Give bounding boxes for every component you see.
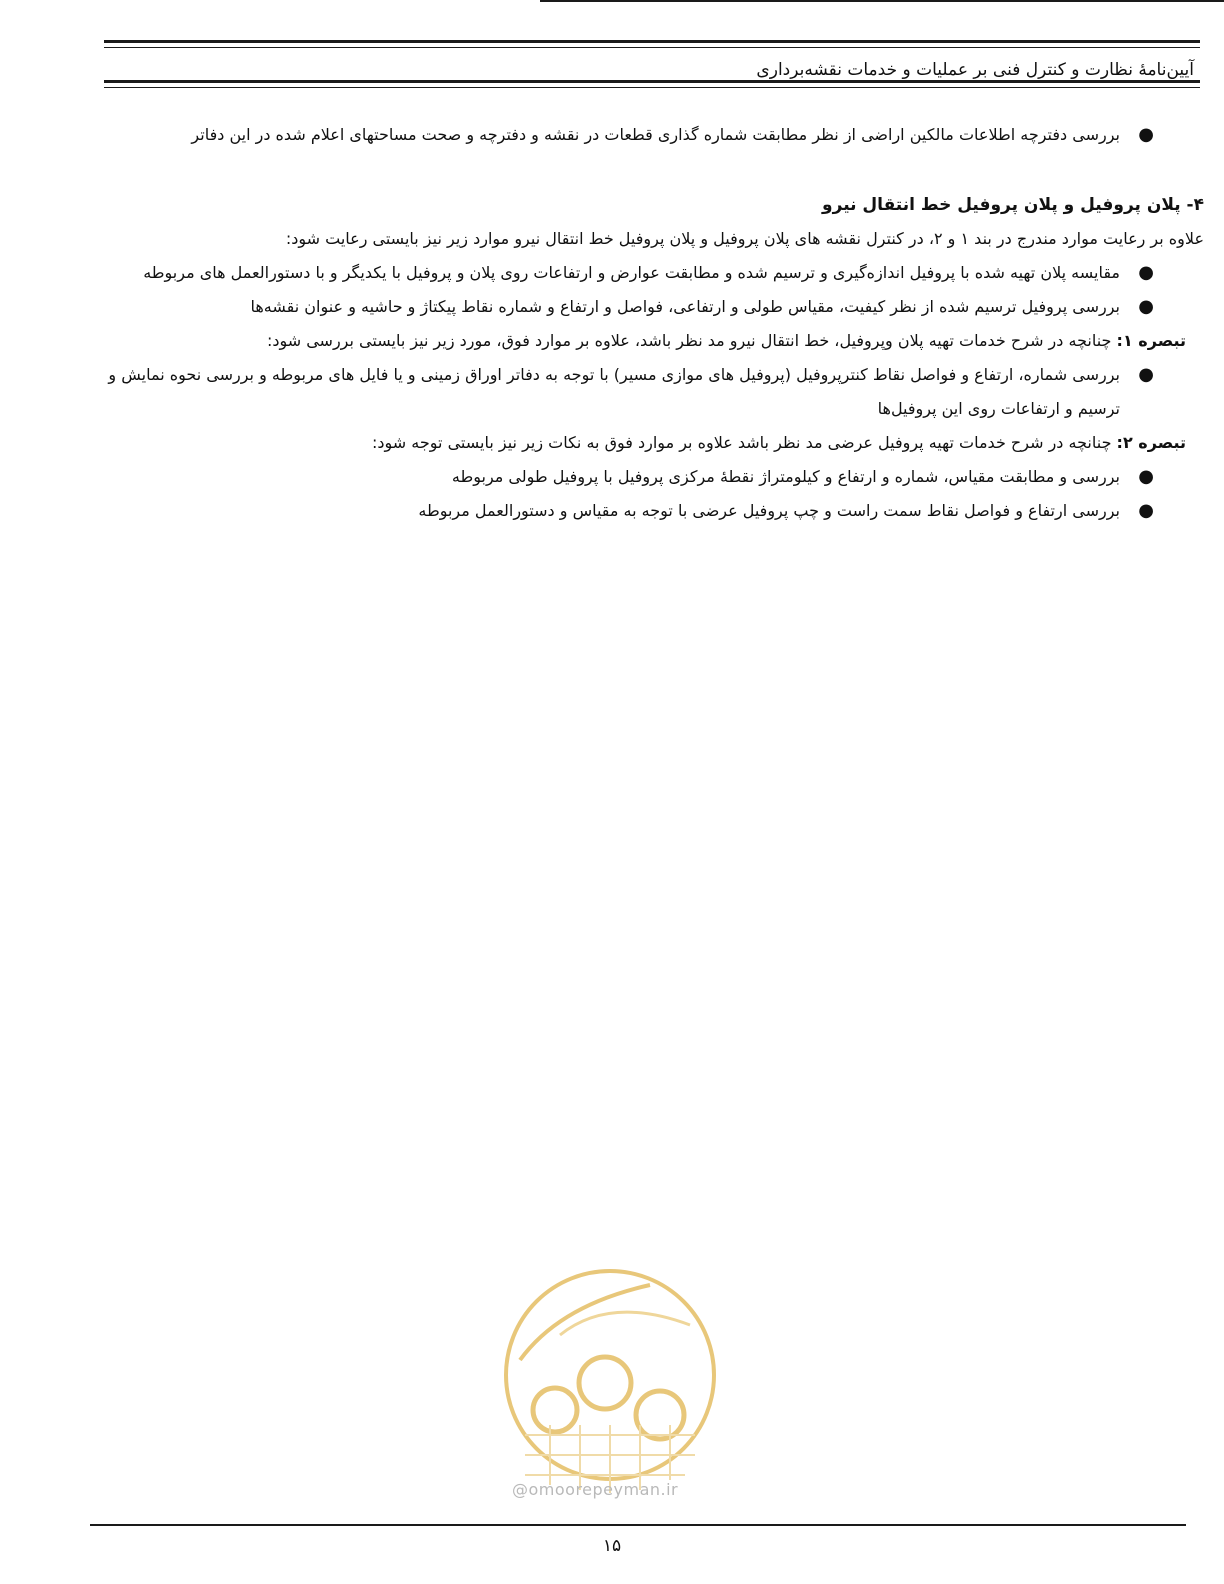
list-item (104, 256, 1154, 290)
list-item (104, 358, 1154, 426)
footer-rule (90, 1524, 1186, 1526)
list-item-text: بررسی شماره، ارتفاع و فواصل نقاط کنترپروفیل (پروفیل های موازی مسیر) با توجه به دفاتر اوراق زمینی و یا فایل های مربوطه و بررسی نحوه نمایش و ترسیم و ارتفاعات روی این پروفیل‌ها (108, 365, 1120, 418)
note-paragraph (104, 324, 1186, 358)
section-heading: ۴- پلان پروفیل و پلان پروفیل خط انتقال نیرو (822, 195, 1204, 215)
list-item (254, 460, 1154, 494)
running-header-title: آیین‌نامهٔ نظارت و کنترل فنی بر عملیات و خدمات نقشه‌برداری (756, 60, 1194, 80)
bullet-icon: ● (1138, 124, 1154, 145)
watermark-site-text: @omoorepeyman.ir (512, 1480, 679, 1499)
list-item-text: بررسی و مطابقت مقیاس، شماره و ارتفاع و کیلومتراژ نقطهٔ مرکزی پروفیل با پروفیل طولی مربوطه (451, 467, 1120, 486)
bullet-icon: ● (1138, 262, 1154, 283)
header-rule-top (104, 40, 1200, 43)
header-rule-bottom-thin (104, 87, 1200, 88)
list-item-text: مقایسه پلان تهیه شده با پروفیل اندازه‌گیری و ترسیم شده و مطابقت عوارض و ارتفاعات روی پلان و پروفیل با یکدیگر و با دستورالعمل های مربوطه (143, 263, 1120, 282)
page-number: ۱۵ (602, 1536, 622, 1556)
note-label: تبصره ۲: (1116, 433, 1186, 452)
note-text: چنانچه در شرح خدمات تهیه پلان وپروفیل، خط انتقال نیرو مد نظر باشد، علاوه بر موارد فوق، مورد زیر نیز بایستی بررسی شود: (266, 331, 1112, 350)
header-rule-bottom (104, 80, 1200, 83)
list-item (104, 118, 1154, 152)
note-text: چنانچه در شرح خدمات تهیه پروفیل عرضی مد نظر باشد علاوه بر موارد فوق به نکات زیر نیز بایستی توجه شود: (372, 433, 1112, 452)
list-item-text: بررسی دفترچه اطلاعات مالکین اراضی از نظر مطابقت شماره گذاری قطعات در نقشه و دفترچه و صحت مساحتهای اعلام شده در این دفاتر (191, 125, 1120, 144)
list-item (254, 494, 1154, 528)
list-item-text: بررسی ارتفاع و فواصل نقاط سمت راست و چپ پروفیل عرضی با توجه به مقیاس و دستورالعمل مربوطه (418, 501, 1120, 520)
bullet-icon: ● (1138, 500, 1154, 521)
header-rule-top-thin (104, 47, 1200, 48)
bullet-icon: ● (1138, 466, 1154, 487)
top-edge-line (540, 0, 1224, 2)
section-intro-paragraph: علاوه بر رعایت موارد مندرج در بند ۱ و ۲، در کنترل نقشه های پلان پروفیل و پلان پروفیل خط انتقال نیرو موارد زیر نیز بایستی رعایت شود: (285, 229, 1204, 248)
watermark-logo-icon (500, 1265, 720, 1505)
document-body (104, 118, 1204, 528)
note-paragraph (104, 426, 1186, 460)
note-label: تبصره ۱: (1116, 331, 1186, 350)
bullet-icon: ● (1138, 364, 1154, 385)
list-item-text: بررسی پروفیل ترسیم شده از نظر کیفیت، مقیاس طولی و ارتفاعی، فواصل و ارتفاع و شماره نقاط پیکتاژ و حاشیه و عنوان نقشه‌ها (250, 297, 1120, 316)
list-item (104, 290, 1154, 324)
bullet-icon: ● (1138, 296, 1154, 317)
